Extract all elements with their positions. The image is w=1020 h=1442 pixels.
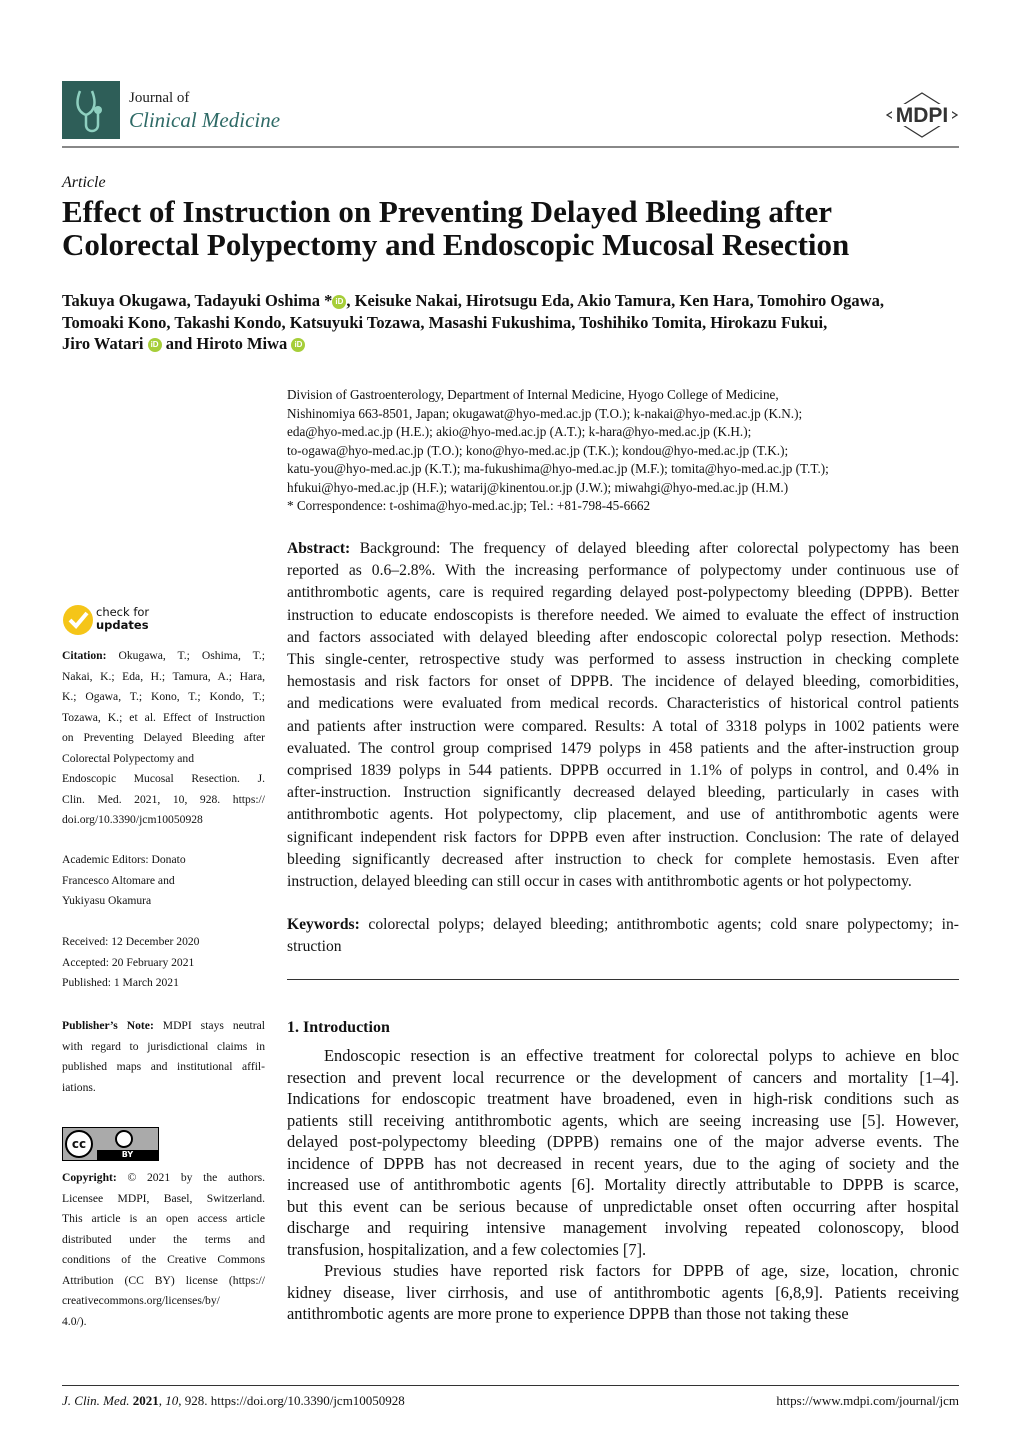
updates-text: updates [96, 618, 149, 632]
abstract [287, 538, 959, 893]
label: Abstract: [287, 540, 351, 557]
label: Publisher’s Note: [62, 1019, 154, 1032]
line-text: reported as 0.6–2.8%. With the increasing performance of polypectomy under continuous use of [287, 562, 959, 580]
check-icon [62, 604, 94, 636]
line-text: This article is an open access article [62, 1212, 265, 1225]
line-text: transfusion, hospitalization, and a few colectomies [7]. [287, 1239, 647, 1259]
text-line [287, 738, 959, 760]
label: Copyright: [62, 1171, 117, 1184]
line-text: and patients after instruction were compared. Results: A total of 3318 polyps in 1002 patients were [287, 717, 959, 735]
text-line [62, 646, 265, 667]
abstract-divider [287, 979, 959, 980]
line-text: delayed post-polypectomy bleeding (DPPB) remains one of the major adverse events. The [287, 1132, 959, 1151]
footer-doi: , 928. https://doi.org/10.3390/jcm10050928 [178, 1393, 405, 1408]
text-line [62, 932, 265, 953]
article-type: Article [62, 174, 106, 191]
line-text: significant independent risk factors for DPPB even after instruction. Conclusion: The rate of delayed [287, 828, 959, 846]
text-line [62, 1230, 265, 1251]
text-line [287, 693, 959, 715]
author-text: Takuya Okugawa, Tadayuki Oshima * [62, 291, 333, 310]
footer-volume: 10 [165, 1393, 179, 1408]
line-text: Previous studies have reported risk factors for DPPB of age, size, location, chronic [324, 1261, 959, 1280]
line-text: resection and prevent local recurrence or the development of cancers and mortality [1–4]. [287, 1067, 959, 1087]
line-text: MDPI stays neutral [153, 1019, 266, 1032]
line-text: published maps and institutional affil- [62, 1060, 265, 1073]
journal-of: Journal of [129, 90, 190, 106]
line-text: Received: 12 December 2020 [62, 935, 200, 948]
text-line [62, 667, 265, 688]
stethoscope-icon [62, 81, 120, 139]
footer-citation: J. Clin. Med. 2021, 10, 928. https://doi.org/10.3390/jcm10050928 [62, 1393, 405, 1408]
attribution-icon [115, 1130, 133, 1148]
text-line [287, 649, 959, 671]
orcid-icon[interactable]: iD [332, 295, 346, 309]
line-text: and factors associated with delayed bleeding after endoscopic colorectal polyp resection. Methods: [287, 628, 959, 646]
affiliation-line: eda@hyo-med.ac.jp (H.E.); akio@hyo-med.ac.jp (A.T.); k-hara@hyo-med.ac.jp (K.H.); [287, 424, 752, 439]
by-label: BY [97, 1150, 158, 1160]
text-line [62, 687, 265, 708]
line-text: doi.org/10.3390/jcm10050928 [62, 813, 203, 826]
correspondence: * Correspondence: t-oshima@hyo-med.ac.jp; Tel.: +81-798-45-6662 [287, 498, 651, 513]
author-text: Tomoaki Kono, Takashi Kondo, Katsuyuki Tozawa, Masashi Fukushima, Toshihiko Tomita, Hirokazu Fukui, [62, 312, 828, 332]
affiliation-line: hfukui@hyo-med.ac.jp (H.F.); watarij@kinentou.or.jp (J.W.); miwahgi@hyo-med.ac.jp (H.M.) [287, 479, 789, 495]
text-line [287, 1045, 959, 1067]
text-line [62, 1271, 265, 1292]
text-line [62, 810, 265, 831]
text-line [62, 973, 265, 994]
footer-divider [62, 1385, 959, 1386]
text-line [62, 790, 265, 811]
affiliations [287, 386, 967, 516]
text-line [62, 953, 265, 974]
mdpi-text: MDPI [895, 104, 949, 127]
text-line [62, 1057, 265, 1078]
line-text: Licensee MDPI, Basel, Switzerland. [62, 1191, 265, 1205]
text-line [287, 1239, 959, 1261]
text-line [287, 560, 959, 582]
text-line [287, 914, 959, 936]
line-text: and medications were evaluated from medical records. Characteristics of historical control patients [287, 695, 959, 713]
line-text: with regard to jurisdictional claims in [62, 1039, 265, 1053]
line-text: discharge and requiring intensive management involving repeated colonoscopy, blood [287, 1218, 959, 1237]
line-text: Endoscopic resection is an effective treatment for colorectal polyps to achieve en bloc [324, 1046, 959, 1065]
keywords [287, 914, 959, 958]
text-line [287, 1282, 959, 1304]
line-text: Indications for endoscopic treatment have broadened, even in high-risk conditions such as [287, 1089, 959, 1108]
section-heading: 1. Introduction [287, 1019, 390, 1036]
text-line [287, 936, 959, 958]
footer-url[interactable]: https://www.mdpi.com/journal/jcm [776, 1393, 959, 1408]
academic-editors [62, 850, 265, 912]
text-line [62, 1078, 265, 1099]
text-line [62, 1189, 265, 1210]
author-text: and Hiroto Miwa [161, 334, 288, 353]
text-line [287, 582, 959, 604]
text-line [287, 849, 959, 871]
authors [62, 290, 972, 355]
line-text: bleeding significantly decreased after instruction to check for complete hemostasis. Even after [287, 850, 959, 868]
line-text: © 2021 by the authors. [116, 1171, 265, 1184]
text-line [287, 1067, 959, 1089]
text-line [287, 1174, 959, 1196]
line-text: Tozawa, K.; et al. Effect of Instruction [62, 710, 265, 724]
text-line [62, 1250, 265, 1271]
line-text: Accepted: 20 February 2021 [62, 955, 195, 969]
title-line: Effect of Instruction on Preventing Delayed Bleeding after [62, 194, 833, 229]
line-text: This single-center, retrospective study was performed to assess instruction in checking complete [287, 651, 959, 669]
citation [62, 646, 265, 831]
text-line [62, 1016, 265, 1037]
line-text: 4.0/). [62, 1314, 87, 1328]
line-text: evaluated. The control group comprised 1479 polyps in 458 patients and the after-instruction group [287, 739, 959, 757]
orcid-icon[interactable]: iD [291, 338, 305, 352]
text-line [287, 827, 959, 849]
line-text: Clin. Med. 2021, 10, 928. https:// [62, 792, 265, 806]
text-line [62, 1312, 265, 1333]
text-line [62, 891, 265, 912]
mdpi-logo [886, 92, 958, 138]
footer-journal: J. Clin. Med. [62, 1393, 130, 1408]
text-line [287, 1131, 959, 1153]
line-text: K.; Ogawa, T.; Kono, T.; Kondo, T.; [62, 690, 265, 703]
text-line [287, 538, 959, 560]
cc-icon: cc [65, 1130, 93, 1158]
line-text: colorectal polyps; delayed bleeding; antithrombotic agents; cold snare polypectomy; in- [359, 916, 959, 933]
text-line [62, 749, 265, 770]
text-line [287, 1153, 959, 1175]
line-text: Background: The frequency of delayed bleeding after colorectal polypectomy has been [350, 540, 959, 557]
line-text: creativecommons.org/licenses/by/ [62, 1294, 220, 1307]
text-line [287, 716, 959, 738]
line-text: patients still receiving antithrombotic agents, which are seeing increasing use [5]. However, [287, 1110, 959, 1130]
line-text: increased use of antithrombotic agents [6]. Mortality directly attributable to DPPB is scarce, [287, 1175, 959, 1194]
copyright [62, 1168, 265, 1332]
text-line [287, 871, 959, 893]
affiliation-line: Nishinomiya 663-8501, Japan; okugawat@hyo-med.ac.jp (T.O.); k-nakai@hyo-med.ac.jp (K.N.); [287, 405, 803, 421]
text-line [287, 671, 959, 693]
footer-year: 2021 [132, 1393, 159, 1408]
line-text: kidney disease, liver cirrhosis, and use of antithrombotic agents [6,8,9]. Patients receiving [287, 1282, 959, 1302]
line-text: Endoscopic Mucosal Resection. J. [62, 772, 265, 785]
line-text: incidence of DPPB has not decreased in recent years, due to the aging of society and the [287, 1153, 959, 1173]
line-text: iations. [62, 1080, 96, 1094]
text-line [287, 1303, 959, 1325]
line-text: Yukiyasu Okamura [62, 894, 152, 907]
text-line [287, 1088, 959, 1110]
text-line [287, 1260, 959, 1282]
cc-by-license-badge[interactable] [62, 1127, 159, 1161]
label: Citation: [62, 649, 107, 662]
line-text: comprised 1839 polyps in 544 patients. DPPB occurred in 1.1% of polyps in control, and 0.4% in [287, 762, 959, 780]
line-text: Colorectal Polypectomy and [62, 751, 195, 765]
affiliation-line: katu-you@hyo-med.ac.jp (K.T.); ma-fukushima@hyo-med.ac.jp (M.F.); tomita@hyo-med.ac.jp (T.T.); [287, 461, 829, 476]
text-line [62, 1209, 265, 1230]
line-text: Francesco Altomare and [62, 873, 175, 887]
text-line [287, 804, 959, 826]
text-line [62, 1037, 265, 1058]
publishers-note [62, 1016, 265, 1098]
line-text: Published: 1 March 2021 [62, 976, 179, 989]
line-text: hemostasis and risk factors for onset of DPPB. The incidence of delayed bleeding, comorbidities, [287, 673, 959, 691]
text-line [287, 1196, 959, 1218]
text-line [62, 728, 265, 749]
text-line [287, 627, 959, 649]
line-text: but this event can be serious because of unpredictable onset often occurring after hospital [287, 1196, 959, 1216]
line-text: Okugawa, T.; Oshima, T.; [106, 649, 265, 662]
text-line [62, 871, 265, 892]
line-text: Academic Editors: Donato [62, 853, 186, 866]
text-line [62, 1168, 265, 1189]
journal-name: Clinical Medicine [129, 108, 281, 132]
line-text: antithrombotic agents are more prone to experience DPPB than those not taking these [287, 1304, 849, 1323]
text-line [287, 760, 959, 782]
text-line [287, 1110, 959, 1132]
orcid-icon[interactable]: iD [148, 338, 162, 352]
author-text: , Keisuke Nakai, Hirotsugu Eda, Akio Tamura, Ken Hara, Tomohiro Ogawa, [346, 291, 884, 310]
dates [62, 932, 265, 994]
title-line: Colorectal Polypectomy and Endoscopic Mucosal Resection [62, 227, 850, 262]
text-line [62, 1291, 265, 1312]
header-divider [62, 146, 959, 148]
journal-logo [62, 81, 120, 139]
label: Keywords: [287, 916, 360, 933]
line-text: Attribution (CC BY) license (https:// [62, 1273, 265, 1287]
paper-title [62, 195, 962, 261]
text-line [287, 605, 959, 627]
line-text: antithrombotic agents. Hot polypectomy, clip placement, and use of antithrombotic agents were [287, 806, 959, 824]
line-text: distributed under the terms and [62, 1232, 265, 1246]
line-text: antithrombotic agents, care is required regarding delayed post-polypectomy bleeding (DPPB). Better [287, 584, 959, 602]
introduction-body [287, 1045, 959, 1325]
text-line [62, 708, 265, 729]
text-line [62, 850, 265, 871]
affiliation-line: to-ogawa@hyo-med.ac.jp (T.O.); kono@hyo-med.ac.jp (T.K.); kondou@hyo-med.ac.jp (T.K.); [287, 442, 789, 458]
line-text: on Preventing Delayed Bleeding after [62, 731, 265, 744]
line-text: struction [287, 938, 342, 956]
affiliation-line: Division of Gastroenterology, Department of Internal Medicine, Hyogo College of Medicine, [287, 387, 779, 402]
line-text: conditions of the Creative Commons [62, 1253, 265, 1266]
line-text: instruction, delayed bleeding can still occur in cases with antithrombotic agents or hot polypectomy. [287, 873, 912, 891]
line-text: instruction to educate endoscopists is therefore needed. We aimed to evaluate the effect of instruction [287, 606, 959, 624]
text-line [62, 769, 265, 790]
check-for-text: check for [96, 605, 150, 619]
line-text: Nakai, K.; Eda, H.; Tamura, A.; Hara, [62, 669, 265, 683]
text-line [287, 782, 959, 804]
line-text: after-instruction. Instruction significantly decreased delayed bleeding, particularly in cases with [287, 784, 959, 802]
author-text: Jiro Watari [62, 334, 144, 353]
text-line [287, 1217, 959, 1239]
